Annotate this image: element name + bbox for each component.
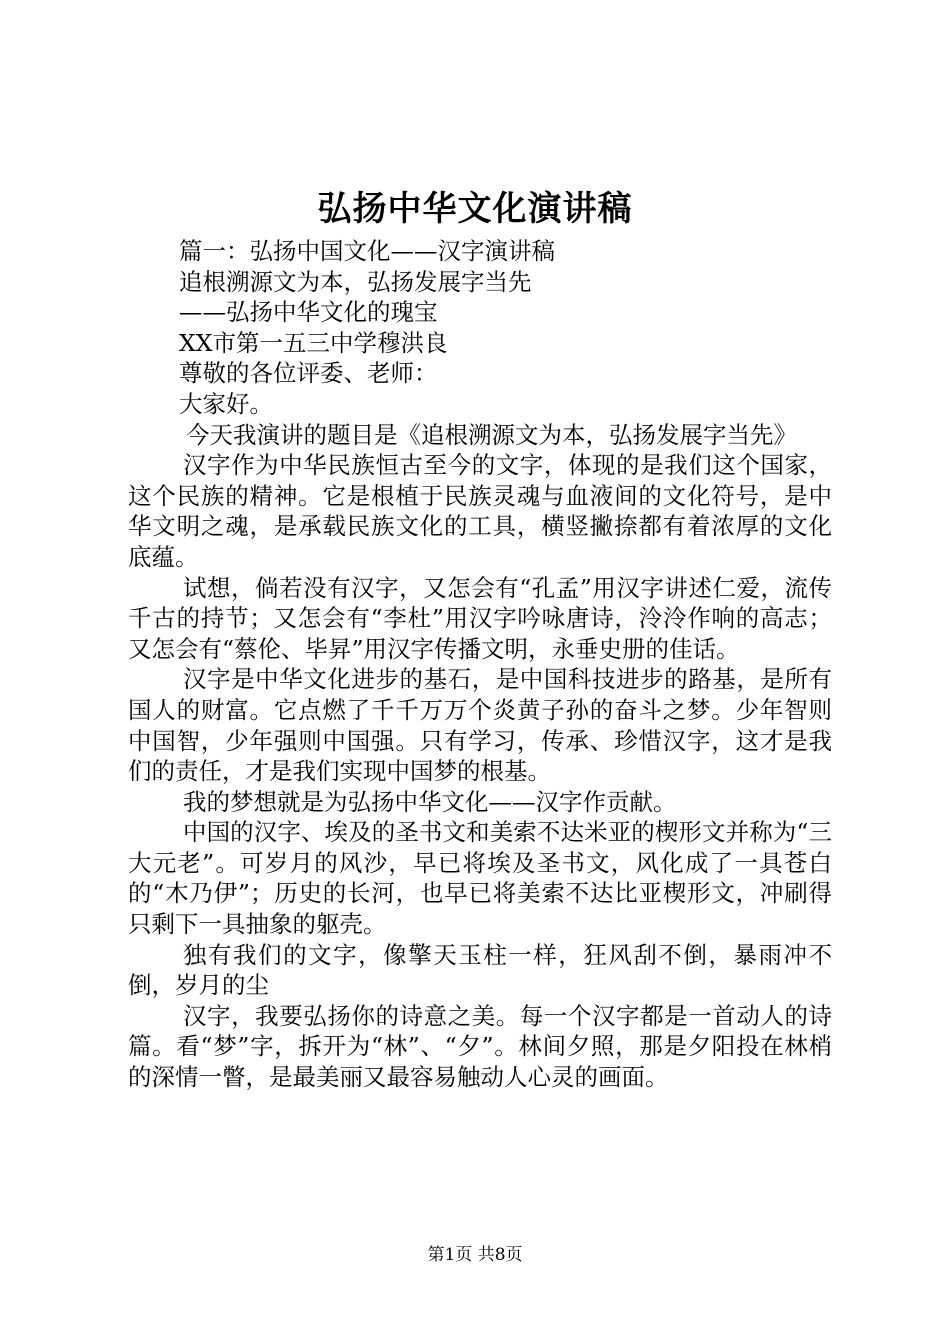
header-line-tagline: ——弘扬中华文化的瑰宝 [179, 298, 438, 327]
paragraph: 汉字是中华文化进步的基石，是中国科技进步的路基，是所有国人的财富。它点燃了千千万万个炎黄子孙的奋斗之梦。少年智则中国智，少年强则中国强。只有学习，传承、珍惜汉字，这才是我们的责任，才是我们实现中国梦的根基。 [128, 665, 832, 786]
header-line-subtitle: 篇一：弘扬中国文化——汉字演讲稿 [179, 237, 555, 265]
document-body [128, 236, 832, 1093]
page-title: 弘扬中华文化演讲稿 [317, 189, 633, 229]
paragraph: 独有我们的文字，像擎天玉柱一样，狂风刮不倒，暴雨冲不倒，岁月的尘 [128, 940, 832, 1000]
header-line-speech-title: 追根溯源文为本，弘扬发展字当先 [179, 267, 532, 296]
paragraph: 试想，倘若没有汉字，又怎会有“孔孟”用汉字讲述仁爱，流传千古的持节；又怎会有“李杜”用汉字吟咏唐诗，泠泠作响的高志；又怎会有“蔡伦、毕昇”用汉字传播文明，永垂史册的佳话。 [128, 573, 832, 663]
header-line-salutation: 尊敬的各位评委、老师： [179, 359, 438, 388]
paragraph: 汉字，我要弘扬你的诗意之美。每一个汉字都是一首动人的诗篇。看“梦”字，拆开为“林”、“夕”。林间夕照，那是夕阳投在林梢的深情一瞥，是最美丽又最容易触动人心灵的画面。 [128, 1001, 832, 1092]
paragraph: 我的梦想就是为弘扬中华文化——汉字作贡献。 [183, 787, 677, 816]
header-line-author: XX市第一五三中学穆洪良 [179, 328, 448, 357]
paragraph: 今天我演讲的题目是《追根溯源文为本，弘扬发展字当先》 [186, 420, 797, 449]
page-number-footer: 第1页 共8页 [427, 1245, 523, 1265]
paragraph: 汉字作为中华民族恒古至今的文字，体现的是我们这个国家，这个民族的精神。它是根植于民族灵魂与血液间的文化符号，是中华文明之魂，是承载民族文化的工具，横竖撇捺都有着浓厚的文化底蕴。 [128, 451, 832, 571]
header-line-greeting: 大家好。 [179, 389, 273, 418]
paragraph: 中国的汉字、埃及的圣书文和美索不达米亚的楔形文并称为“三大元老”。可岁月的风沙，早已将埃及圣书文，风化成了一具苍白的“木乃伊”；历史的长河，也早已将美索不达比亚楔形文，冲刷得只剩下一具抽象的躯壳。 [128, 818, 832, 939]
